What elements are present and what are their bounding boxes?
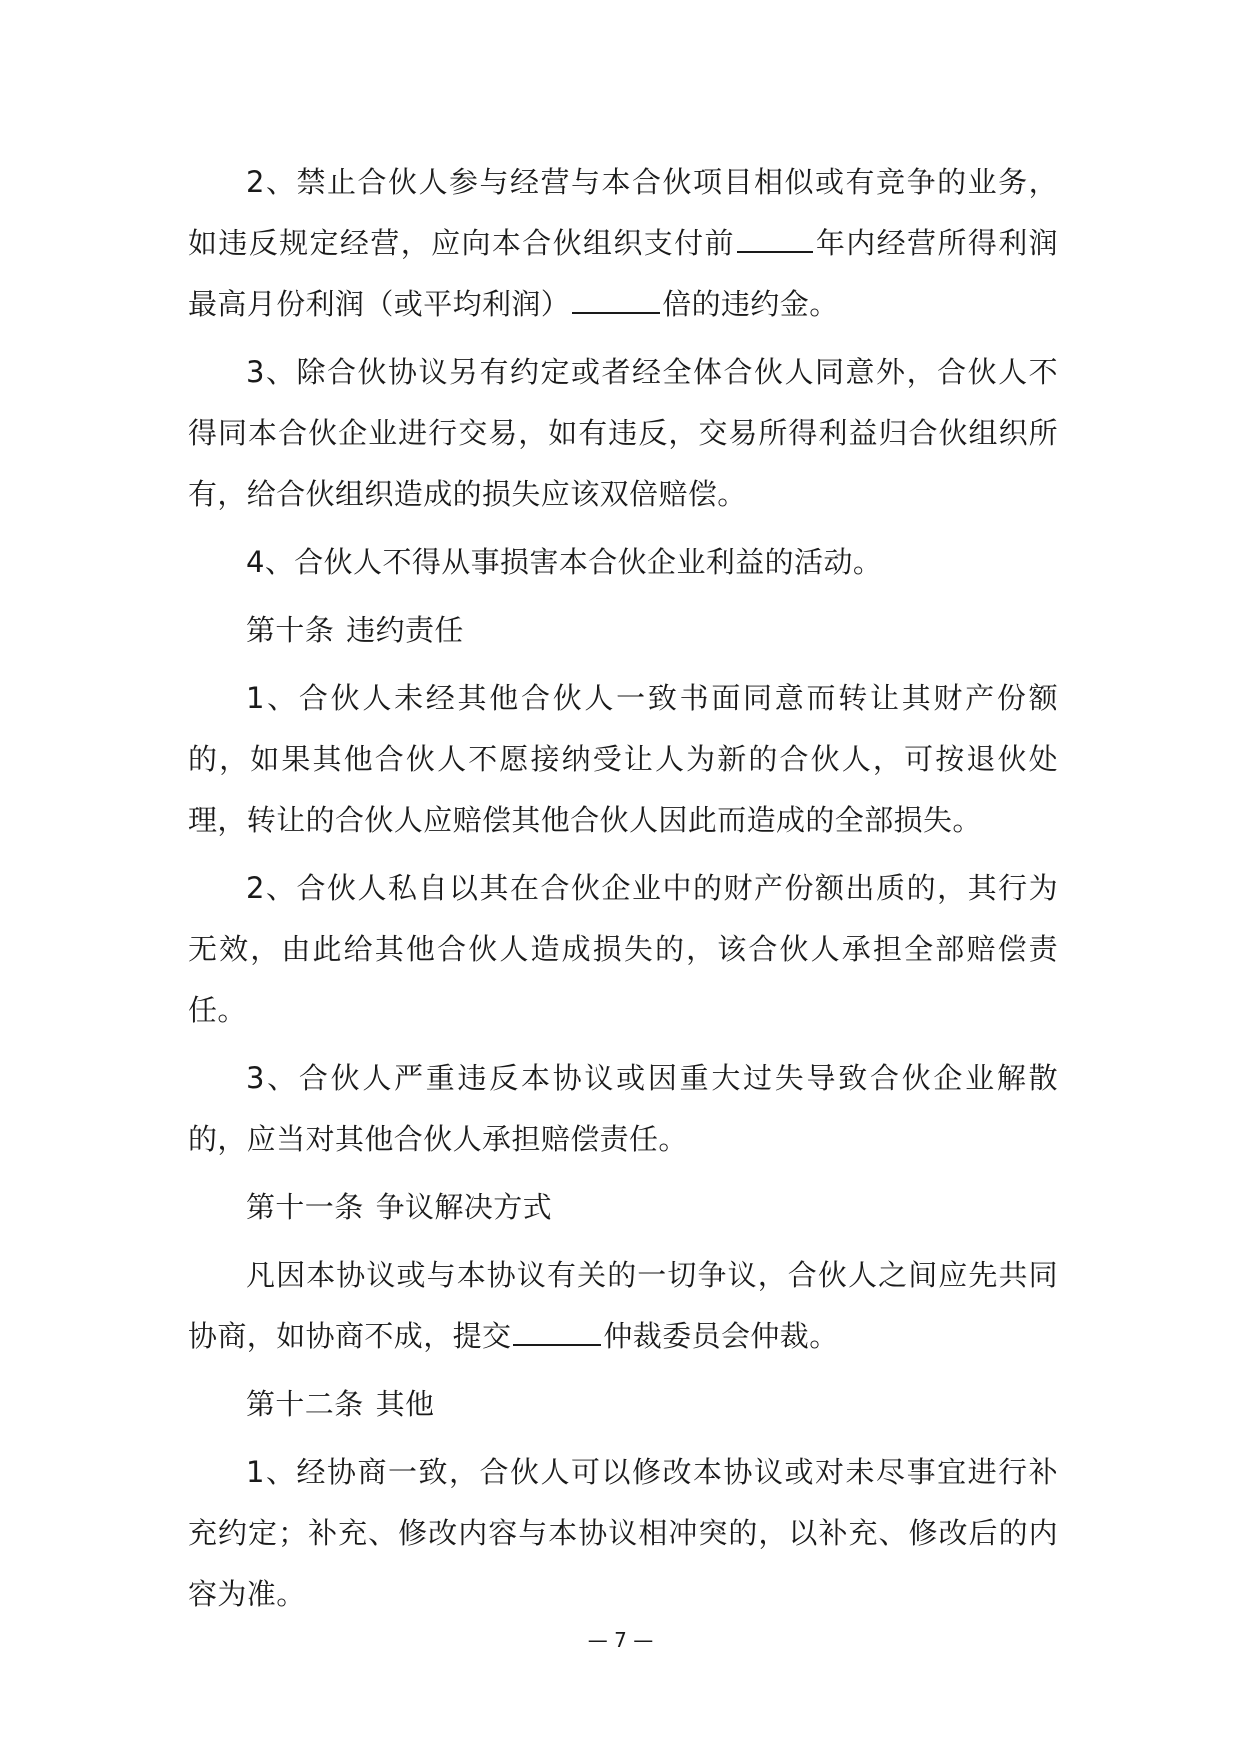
article-number: 第十条 (246, 613, 335, 647)
clause-paragraph: 1、经协商一致，合伙人可以修改本协议或对未尽事宜进行补充约定；补充、修改内容与本协议相冲突的，以补充、修改后的内容为准。 (188, 1455, 1058, 1611)
article-number: 第十一条 (246, 1190, 364, 1224)
article-title: 违约责任 (346, 613, 464, 647)
clause-paragraph: 4、合伙人不得从事损害本合伙企业利益的活动。 (246, 545, 883, 579)
clause-text: 年内经营所得利润最高月份利润（或平均利润） (188, 226, 1058, 321)
clause-text: 凡因本协议或与本协议有关的一切争议，合伙人之间应先共同协商，如协商不成，提交 (188, 1258, 1058, 1353)
article-title: 争议解决方式 (375, 1190, 553, 1224)
article-number: 第十二条 (246, 1387, 364, 1421)
clause-text: 2、禁止合伙人参与经营与本合伙项目相似或有竞争的业务，如违反规定经营，应向本合伙组织支付前 (188, 165, 1058, 260)
fill-in-blank (737, 225, 813, 253)
clause-paragraph (188, 1245, 1058, 1367)
article-heading (188, 1177, 1058, 1238)
fill-in-blank (513, 1318, 601, 1346)
clause-text: 仲裁委员会仲裁。 (603, 1319, 839, 1353)
clause-text: 倍的违约金。 (662, 287, 839, 321)
page-number: — 7 — (587, 1628, 654, 1652)
clause-paragraph: 2、合伙人私自以其在合伙企业中的财产份额出质的，其行为无效，由此给其他合伙人造成损失的，该合伙人承担全部赔偿责任。 (188, 871, 1058, 1027)
article-title: 其他 (375, 1387, 435, 1421)
clause-paragraph: 3、除合伙协议另有约定或者经全体合伙人同意外，合伙人不得同本合伙企业进行交易，如有违反，交易所得利益归合伙组织所有，给合伙组织造成的损失应该双倍赔偿。 (188, 355, 1058, 511)
clause-paragraph: 1、合伙人未经其他合伙人一致书面同意而转让其财产份额的，如果其他合伙人不愿接纳受让人为新的合伙人，可按退伙处理，转让的合伙人应赔偿其他合伙人因此而造成的全部损失。 (188, 681, 1058, 837)
clause-paragraph: 3、合伙人严重违反本协议或因重大过失导致合伙企业解散的，应当对其他合伙人承担赔偿责任。 (188, 1061, 1058, 1156)
article-heading (188, 600, 1058, 661)
clause-paragraph (188, 152, 1058, 335)
fill-in-blank (572, 286, 660, 314)
document-body (188, 152, 1058, 1632)
article-heading (188, 1374, 1058, 1435)
